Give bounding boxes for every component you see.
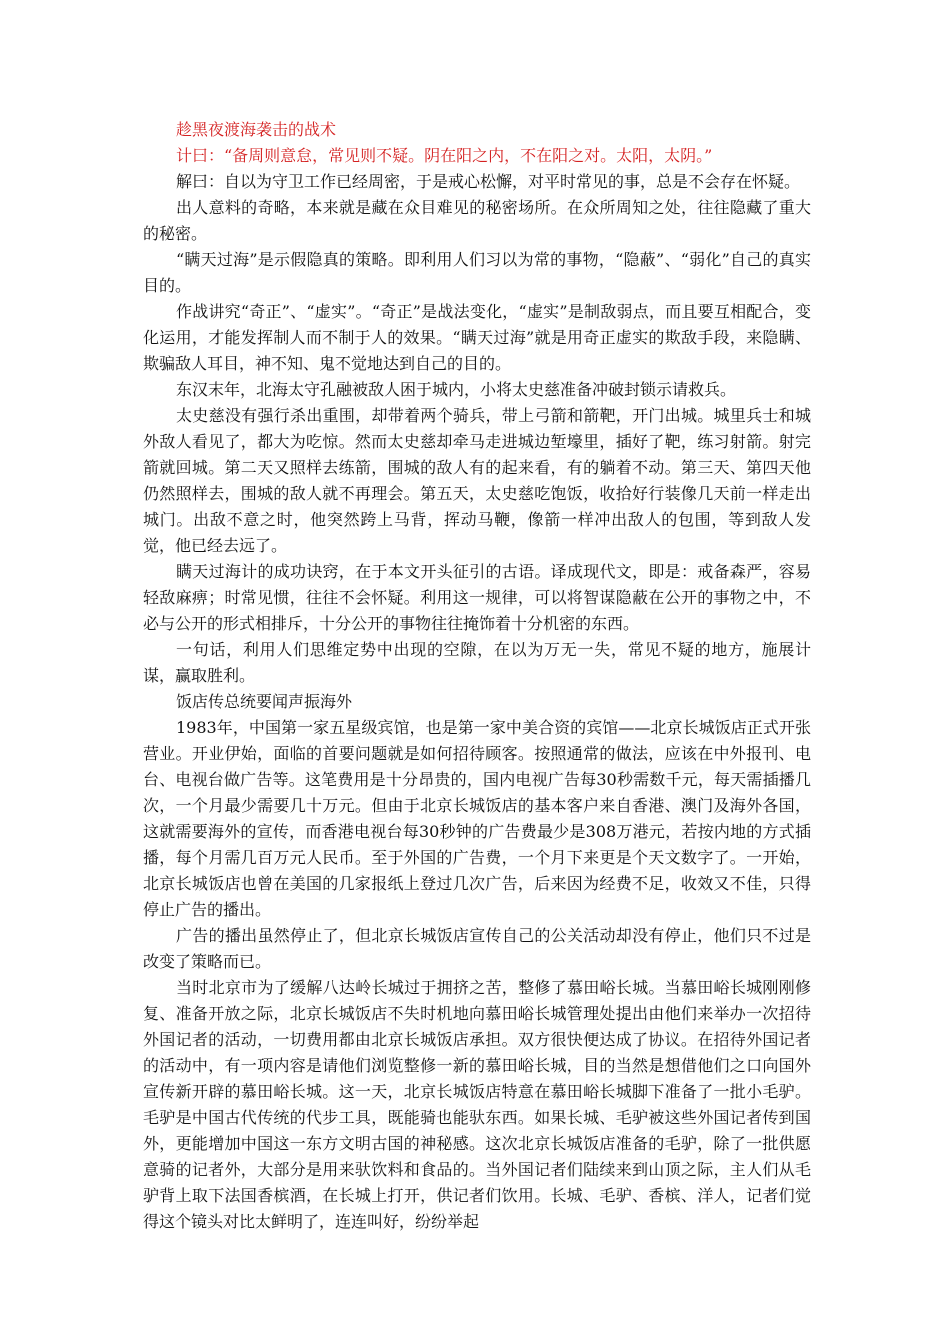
paragraph: 作战讲究“奇正”、“虚实”。“奇正”是战法变化，“虚实”是制敌弱点，而且要互相配合，变化运用，才能发挥制人而不制于人的效果。“瞒天过海”就是用奇正虚实的欺敌手段，来隐瞒、欺骗敌人耳目，神不知、鬼不觉地达到自己的目的。 <box>143 302 811 373</box>
paragraph: 1983年，中国第一家五星级宾馆，也是第一家中美合资的宾馆——北京长城饭店正式开张营业。开业伊始，面临的首要问题就是如何招待顾客。按照通常的做法，应该在中外报刊、电台、电视台做广告等。这笔费用是十分昂贵的，国内电视广告每30秒需数千元，每天需插播几次，一个月最少需要几十万元。但由于北京长城饭店的基本客户来自香港、澳门及海外各国，这就需要海外的宣传，而香港电视台每30秒钟的广告费最少是308万港元，若按内地的方式插播，每个月需几百万元人民币。至于外国的广告费，一个月下来更是个天文数字了。一开始，北京长城饭店也曾在美国的几家报纸上登过几次广告，后来因为经费不足，收效又不佳，只得停止广告的播出。 <box>143 718 811 919</box>
paragraph: 解曰：自以为守卫工作已经周密，于是戒心松懈，对平时常见的事，总是不会存在怀疑。 <box>176 172 801 191</box>
paragraph: 出人意料的奇略，本来就是藏在众目难见的秘密场所。在众所周知之处，往往隐藏了重大的秘密。 <box>143 198 811 243</box>
paragraph: 东汉末年，北海太守孔融被敌人困于城内，小将太史慈准备冲破封锁示请救兵。 <box>176 380 737 399</box>
document-page <box>143 117 811 1235</box>
case-heading: 饭店传总统要闻声振海外 <box>176 692 353 711</box>
paragraph: 当时北京市为了缓解八达岭长城过于拥挤之苦，整修了慕田峪长城。当慕田峪长城刚刚修复、准备开放之际，北京长城饭店不失时机地向慕田峪长城管理处提出由他们来举办一次招待外国记者的活动，一切费用都由北京长城饭店承担。双方很快便达成了协议。在招待外国记者的活动中，有一项内容是请他们浏览整修一新的慕田峪长城，目的当然是想借他们之口向国外宣传新开辟的慕田峪长城。这一天，北京长城饭店特意在慕田峪长城脚下准备了一批小毛驴。毛驴是中国古代传统的代步工具，既能骑也能驮东西。如果长城、毛驴被这些外国记者传到国外，更能增加中国这一东方文明古国的神秘感。这次北京长城饭店准备的毛驴，除了一批供愿意骑的记者外，大部分是用来驮饮料和食品的。当外国记者们陆续来到山顶之际，主人们从毛驴背上取下法国香槟酒，在长城上打开，供记者们饮用。长城、毛驴、香槟、洋人，记者们觉得这个镜头对比太鲜明了，连连叫好，纷纷举起 <box>143 978 811 1231</box>
strategy-quote: 计曰：“备周则意怠，常见则不疑。阴在阳之内，不在阳之对。太阳，太阴。” <box>176 146 713 165</box>
paragraph: 瞒天过海计的成功诀窍，在于本文开头征引的古语。译成现代文，即是：戒备森严，容易轻敌麻痹；时常见惯，往往不会怀疑。利用这一规律，可以将智谋隐蔽在公开的事物之中，不必与公开的形式相排斥，十分公开的事物往往掩饰着十分机密的东西。 <box>143 562 811 633</box>
paragraph: “瞒天过海”是示假隐真的策略。即利用人们习以为常的事物，“隐蔽”、“弱化”自己的真实目的。 <box>143 250 811 295</box>
section-title: 趁黑夜渡海袭击的战术 <box>176 120 337 139</box>
paragraph: 广告的播出虽然停止了，但北京长城饭店宣传自己的公关活动却没有停止，他们只不过是改变了策略而已。 <box>143 926 811 971</box>
paragraph: 太史慈没有强行杀出重围，却带着两个骑兵，带上弓箭和箭靶，开门出城。城里兵士和城外敌人看见了，都大为吃惊。然而太史慈却牵马走进城边堑壕里，插好了靶，练习射箭。射完箭就回城。第二天又照样去练箭，围城的敌人有的起来看，有的躺着不动。第三天、第四天他仍然照样去，围城的敌人就不再理会。第五天，太史慈吃饱饭，收拾好行装像几天前一样走出城门。出敌不意之时，他突然跨上马背，挥动马鞭，像箭一样冲出敌人的包围，等到敌人发觉，他已经去远了。 <box>143 406 811 555</box>
paragraph: 一句话，利用人们思维定势中出现的空隙，在以为万无一失，常见不疑的地方，施展计谋，赢取胜利。 <box>143 640 811 685</box>
